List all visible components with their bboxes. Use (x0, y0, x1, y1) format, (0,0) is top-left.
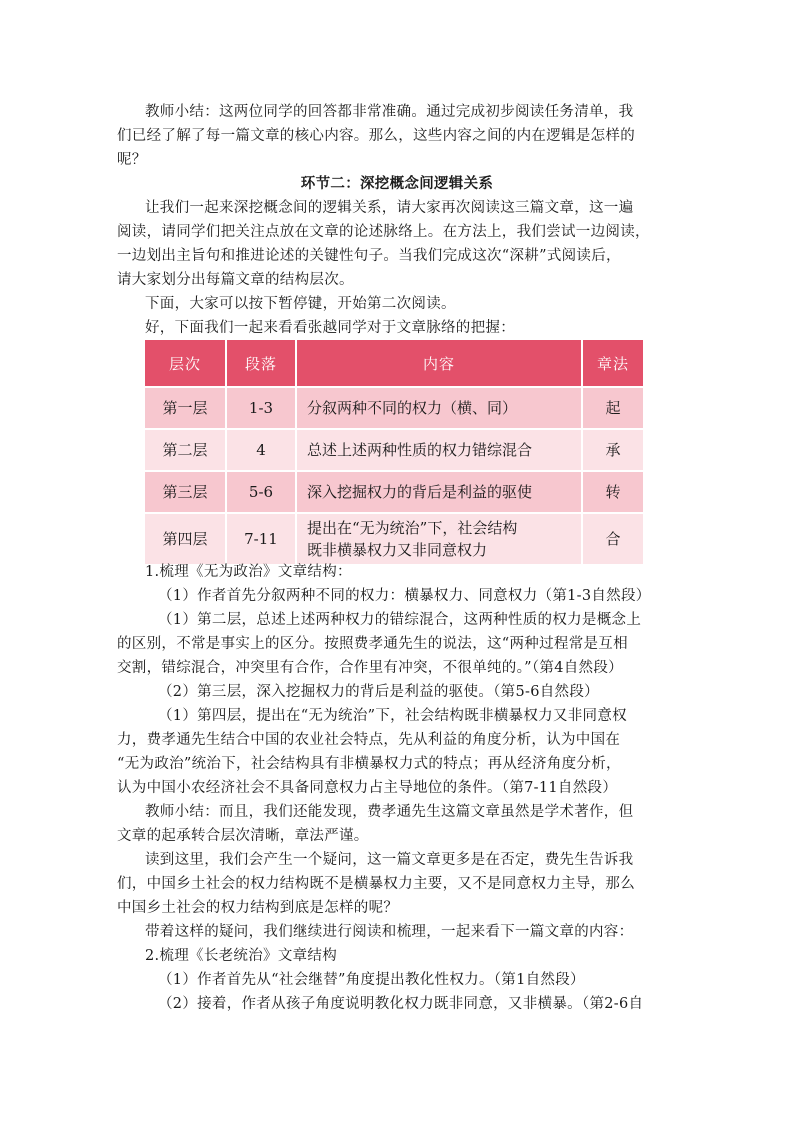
paragraph-line: （1）第二层，总述上述两种权力的错综混合，这两种性质的权力是概念上 (158, 612, 642, 628)
paragraph-line: 认为中国小农经济社会不具备同意权力占主导地位的条件。（第7-11自然段） (117, 780, 618, 796)
paragraph-line: （1）作者首先分叙两种不同的权力：横暴权力、同意权力（第1-3自然段） (158, 588, 651, 604)
paragraph-line: 文章的起承转合层次清晰，章法严谨。 (117, 828, 369, 844)
paragraph-line: （1）作者首先从“社会继替”角度提出教化性权力。（第1自然段） (158, 972, 585, 988)
level-cell: 第三层 (145, 472, 227, 514)
paragraph-line: 一边划出主旨句和推进论述的关键性句子。当我们完成这次“深耕”式阅读后， (117, 248, 621, 264)
paragraph-line: 的区别，不常是事实上的区分。按照费孝通先生的说法，这“两种过程常是互相 (117, 636, 628, 652)
table-row (145, 388, 643, 430)
paragraph-line: 力，费孝通先生结合中国的农业社会特点，先从利益的角度分析，认为中国在 (117, 732, 621, 748)
section-title: 2.梳理《长老统治》文章结构 (145, 948, 338, 964)
table-header: 层次 (145, 340, 227, 388)
paragraph-line: （1）第四层，提出在“无为统治”下，社会结构既非横暴权力又非同意权 (158, 708, 627, 724)
paragraph-line: 让我们一起来深挖概念间的逻辑关系，请大家再次阅读这三篇文章，这一遍 (145, 200, 634, 216)
paragraph-line: 下面，大家可以按下暂停键，开始第二次阅读。 (145, 296, 456, 312)
content-cell: 分叙两种不同的权力（横、同） (297, 388, 583, 430)
table-header: 内容 (297, 340, 583, 388)
paragraph-line: “无为政治”统治下，社会结构具有非横暴权力式的特点；再从经济角度分析， (117, 756, 621, 772)
paragraph-line: 交割，错综混合，冲突里有合作，合作里有冲突，不很单纯的。”（第4自然段） (117, 660, 623, 676)
method-cell: 合 (583, 514, 643, 566)
paragraph-line: （2）第三层，深入挖掘权力的背后是利益的驱使。（第5-6自然段） (158, 684, 599, 700)
paragraph-line: 们已经了解了每一篇文章的核心内容。那么，这些内容之间的内在逻辑是怎样的 (117, 128, 635, 144)
content-line: 提出在“无为统治”下，社会结构 (307, 519, 518, 537)
method-cell: 起 (583, 388, 643, 430)
method-cell: 承 (583, 430, 643, 472)
paragraph-cell: 7-11 (227, 514, 297, 566)
level-cell: 第二层 (145, 430, 227, 472)
content-line: 既非横暴权力又非同意权力 (307, 541, 488, 559)
paragraph-line: 请大家划分出每篇文章的结构层次。 (117, 272, 354, 288)
structure-table (145, 340, 643, 566)
paragraph-cell: 4 (227, 430, 297, 472)
paragraph-line: 们，中国乡土社会的权力结构既不是横暴权力主要，又不是同意权力主导，那么 (117, 876, 635, 892)
paragraph-line: 中国乡土社会的权力结构到底是怎样的呢？ (117, 900, 399, 916)
table-header-row (145, 340, 643, 388)
level-cell: 第四层 (145, 514, 227, 566)
table-row (145, 514, 643, 566)
section-title: 1.梳理《无为政治》文章结构： (145, 564, 352, 580)
paragraph-cell: 1-3 (227, 388, 297, 430)
section-heading: 环节二：深挖概念间逻辑关系 (300, 175, 494, 192)
paragraph-line: 带着这样的疑问，我们继续进行阅读和梳理，一起来看下一篇文章的内容： (145, 924, 634, 940)
content-cell (297, 514, 583, 566)
paragraph-line: （2）接着，作者从孩子角度说明教化权力既非同意，又非横暴。（第2-6自 (158, 996, 644, 1012)
table-header: 段落 (227, 340, 297, 388)
paragraph-line: 教师小结：而且，我们还能发现，费孝通先生这篇文章虽然是学术著作，但 (145, 804, 634, 820)
paragraph-line: 教师小结：这两位同学的回答都非常准确。通过完成初步阅读任务清单，我 (145, 104, 634, 120)
paragraph-line: 呢？ (117, 152, 147, 168)
table-row (145, 430, 643, 472)
content-cell: 总述上述两种性质的权力错综混合 (297, 430, 583, 472)
table-row (145, 472, 643, 514)
paragraph-line: 阅读，请同学们把关注点放在文章的论述脉络上。在方法上，我们尝试一边阅读， (117, 224, 650, 240)
paragraph-line: 好，下面我们一起来看看张越同学对于文章脉络的把握： (145, 320, 515, 336)
level-cell: 第一层 (145, 388, 227, 430)
table-header: 章法 (583, 340, 643, 388)
method-cell: 转 (583, 472, 643, 514)
content-cell: 深入挖掘权力的背后是利益的驱使 (297, 472, 583, 514)
paragraph-line: 读到这里，我们会产生一个疑问，这一篇文章更多是在否定，费先生告诉我 (145, 852, 634, 868)
paragraph-cell: 5-6 (227, 472, 297, 514)
